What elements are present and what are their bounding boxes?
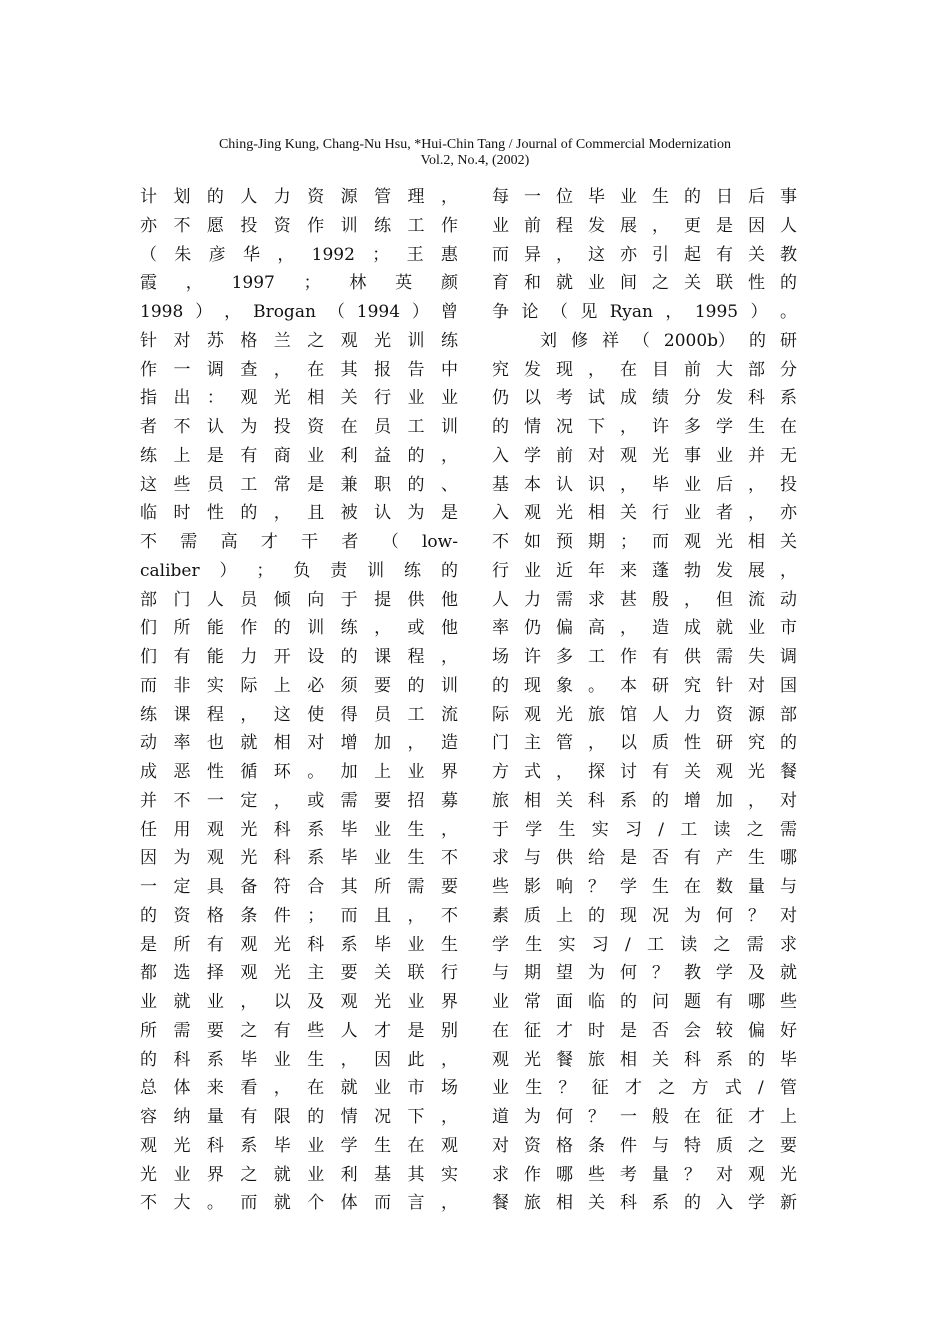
text-line: 因 为 观 光 科 系 毕 业 生 不 — [140, 848, 458, 869]
text-line: 而 异 ， 这 亦 引 起 有 关 教 — [492, 244, 797, 265]
text-line: 总 体 来 看 ， 在 就 业 市 场 — [140, 1078, 458, 1099]
text-line: 都 选 择 观 光 主 要 关 联 行 — [140, 963, 458, 984]
text-line: 的 科 系 毕 业 生 ， 因 此 ， — [140, 1049, 458, 1070]
text-line: 入 观 光 相 关 行 业 者 ， 亦 — [492, 503, 797, 524]
text-line: 旅 相 关 科 系 的 增 加 ， 对 — [492, 790, 797, 811]
text-line: 方 式 ， 探 讨 有 关 观 光 餐 — [492, 762, 797, 782]
text-line: 道 为 何 ？ 一 般 在 征 才 上 — [492, 1107, 797, 1127]
text-line: 是 所 有 观 光 科 系 毕 业 生 — [140, 934, 458, 955]
text-line: 入 学 前 对 观 光 事 业 并 无 — [492, 445, 797, 466]
text-line: 业 前 程 发 展 ， 更 是 因 人 — [492, 215, 797, 236]
text-line: 与 期 望 为 何 ？ 教 学 及 就 — [492, 963, 797, 984]
text-line: 业 就 业 ， 以 及 观 光 业 界 — [140, 992, 458, 1012]
text-line: 练 课 程 ， 这 使 得 员 工 流 — [140, 704, 458, 725]
text-line: 临 时 性 的 ， 且 被 认 为 是 — [140, 503, 458, 524]
text-line: 仍 以 考 试 成 绩 分 发 科 系 — [492, 388, 797, 409]
text-line: 的 现 象 。 本 研 究 针 对 国 — [492, 675, 797, 696]
text-line: 业 生 ？ 征 才 之 方 式 / 管 — [492, 1078, 797, 1099]
text-line: 素 质 上 的 现 况 为 何 ？ 对 — [492, 905, 797, 926]
text-line: 不 如 预 期 ； 而 观 光 相 关 — [492, 532, 797, 552]
text-line: 业 常 面 临 的 问 题 有 哪 些 — [492, 992, 797, 1012]
text-line: 指 出 ： 观 光 相 关 行 业 业 — [140, 388, 458, 409]
text-line: 的 情 况 下 ， 许 多 学 生 在 — [492, 417, 797, 437]
text-line: 光 业 界 之 就 业 利 基 其 实 — [140, 1164, 458, 1185]
text-line: 观 光 科 系 毕 业 学 生 在 观 — [140, 1135, 458, 1156]
text-line: 亦 不 愿 投 资 作 训 练 工 作 — [140, 215, 458, 236]
text-line: 于 学 生 实 习 / 工 读 之 需 — [492, 819, 797, 840]
text-line: 而 非 实 际 上 必 须 要 的 训 — [140, 675, 458, 696]
text-line: 些 影 响 ？ 学 生 在 数 量 与 — [492, 877, 797, 897]
text-line: 并 不 一 定 ， 或 需 要 招 募 — [140, 790, 458, 811]
text-line: 作 一 调 查 ， 在 其 报 告 中 — [140, 359, 458, 380]
text-line: 所 需 要 之 有 些 人 才 是 别 — [140, 1020, 458, 1041]
text-line: 容 纳 量 有 限 的 情 况 下 ， — [140, 1107, 458, 1127]
text-line: 霞 ， 1997 ； 林 英 颜 — [140, 273, 458, 294]
text-line: 针 对 苏 格 兰 之 观 光 训 练 — [140, 330, 458, 351]
text-line: 在 征 才 时 是 否 会 较 偏 好 — [492, 1020, 797, 1041]
text-line: 对 资 格 条 件 与 特 质 之 要 — [492, 1135, 797, 1156]
left-text-column — [140, 183, 458, 1218]
text-line: 成 恶 性 循 环 。 加 上 业 界 — [140, 762, 458, 782]
text-line: 学 生 实 习 / 工 读 之 需 求 — [492, 934, 797, 955]
text-line: 计 划 的 人 力 资 源 管 理 ， — [140, 187, 458, 207]
text-line: 际 观 光 旅 馆 人 力 资 源 部 — [492, 704, 797, 725]
text-line: 们 有 能 力 开 设 的 课 程 ， — [140, 647, 458, 667]
text-line: 不 大 。 而 就 个 体 而 言 ， — [140, 1193, 458, 1214]
text-line: 场 许 多 工 作 有 供 需 失 调 — [492, 647, 797, 667]
right-text-column — [492, 183, 797, 1218]
header-authors-journal: Ching-Jing Kung, Chang-Nu Hsu, *Hui-Chin Tang / Journal of Commercial Modernization — [218, 137, 732, 152]
text-line: 求 作 哪 些 考 量 ？ 对 观 光 — [492, 1164, 797, 1185]
text-line: 刘 修 祥 （ 2000b） 的 研 — [540, 330, 797, 351]
text-line: 的 资 格 条 件 ； 而 且 ， 不 — [140, 905, 458, 926]
text-line: 们 所 能 作 的 训 练 ， 或 他 — [140, 618, 458, 639]
text-line: 不 需 高 才 干 者 （ low- — [140, 532, 458, 552]
text-line: 练 上 是 有 商 业 利 益 的 ， — [140, 445, 458, 466]
text-line: 求 与 供 给 是 否 有 产 生 哪 — [492, 848, 797, 869]
text-line: 每 一 位 毕 业 生 的 日 后 事 — [492, 187, 797, 207]
text-line: 观 光 餐 旅 相 关 科 系 的 毕 — [492, 1049, 797, 1070]
text-line: 基 本 认 识 ， 毕 业 后 ， 投 — [492, 474, 797, 495]
running-header — [0, 137, 950, 169]
text-line: caliber ） ； 负 责 训 练 的 — [140, 560, 458, 581]
text-line: 一 定 具 备 符 合 其 所 需 要 — [140, 877, 458, 897]
text-line: 任 用 观 光 科 系 毕 业 生 ， — [140, 819, 458, 840]
text-line: 育 和 就 业 间 之 关 联 性 的 — [492, 273, 797, 294]
header-volume-issue: Vol.2, No.4, (2002) — [420, 153, 530, 168]
text-line: 餐 旅 相 关 科 系 的 入 学 新 — [492, 1193, 797, 1214]
text-line: （ 朱 彦 华 ， 1992 ； 王 惠 — [140, 244, 458, 265]
text-line: 动 率 也 就 相 对 增 加 ， 造 — [140, 733, 458, 754]
text-line: 究 发 现 ， 在 目 前 大 部 分 — [492, 359, 797, 380]
text-line: 者 不 认 为 投 资 在 员 工 训 — [140, 417, 458, 437]
text-line: 争 论 （ 见 Ryan ， 1995 ） 。 — [492, 302, 797, 322]
text-line: 人 力 需 求 甚 殷 ， 但 流 动 — [492, 589, 797, 610]
text-line: 行 业 近 年 来 蓬 勃 发 展 ， — [492, 560, 797, 581]
text-line: 1998 ） ， Brogan （ 1994 ） 曾 — [140, 302, 458, 322]
text-line: 这 些 员 工 常 是 兼 职 的 、 — [140, 474, 458, 495]
text-line: 门 主 管 ， 以 质 性 研 究 的 — [492, 733, 797, 754]
text-line: 率 仍 偏 高 ， 造 成 就 业 市 — [492, 618, 797, 639]
text-line: 部 门 人 员 倾 向 于 提 供 他 — [140, 589, 458, 610]
